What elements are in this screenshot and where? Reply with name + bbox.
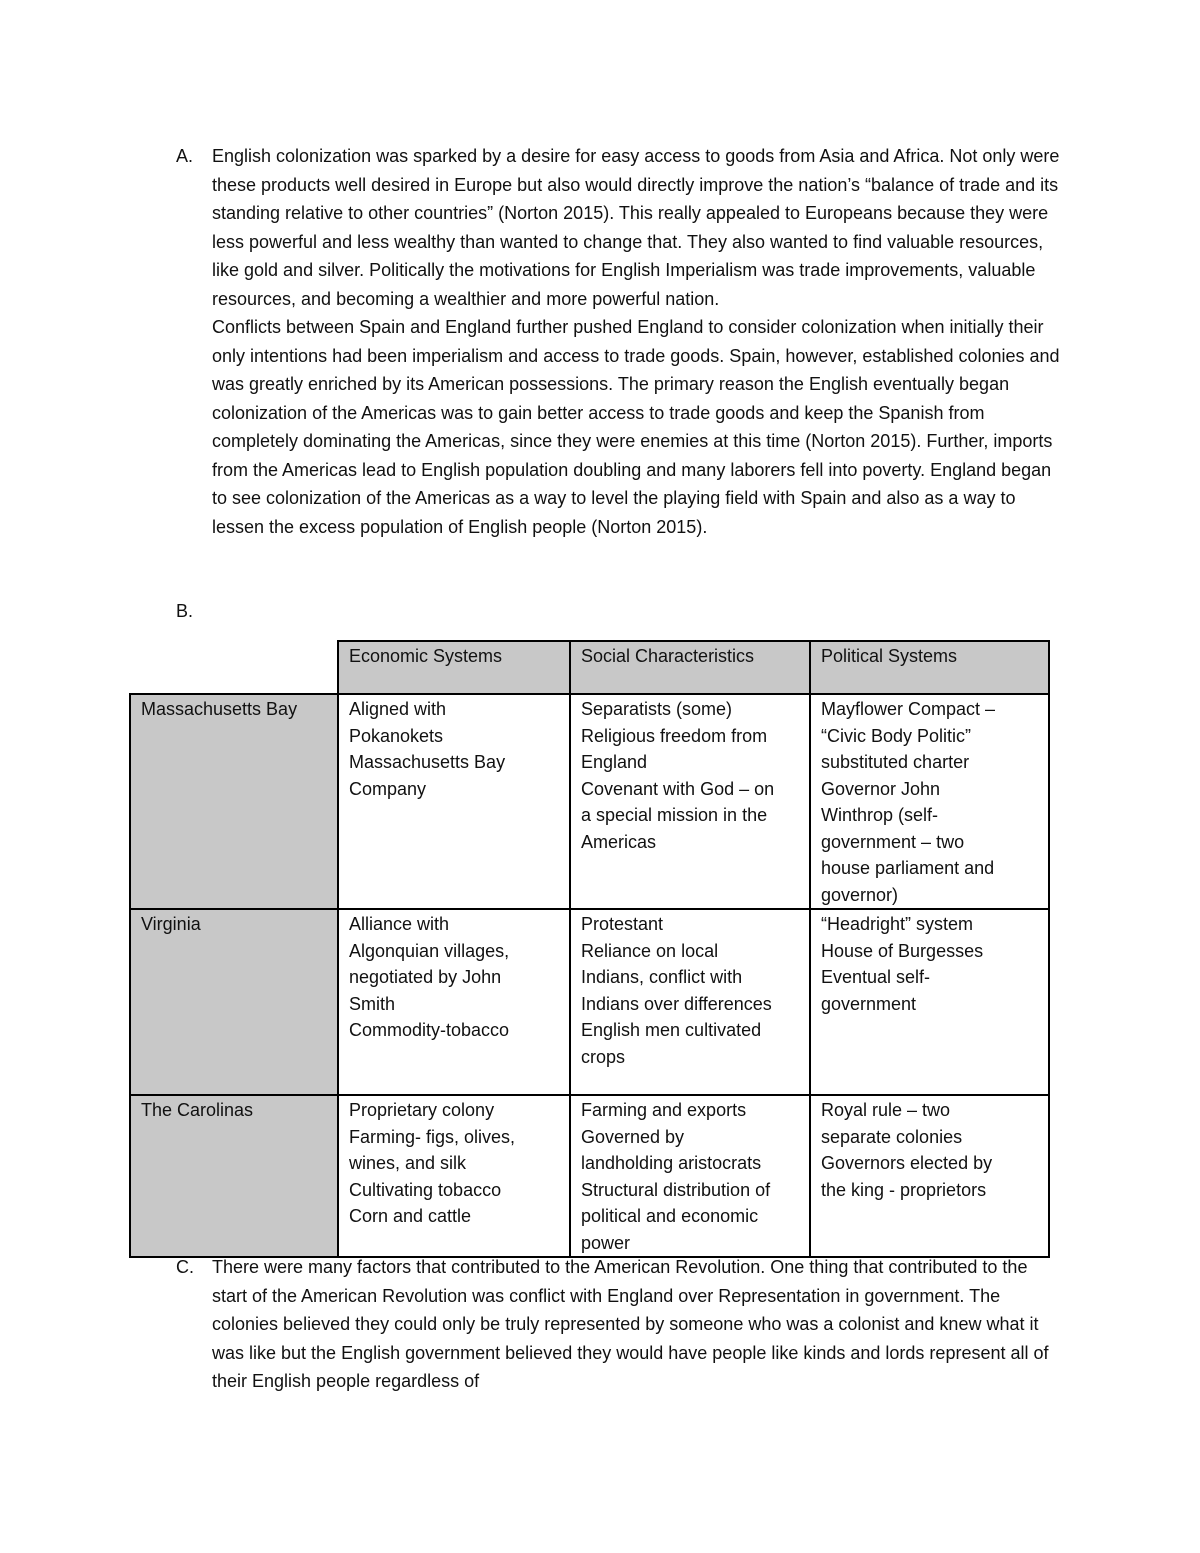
cell-line: Religious freedom from xyxy=(581,725,768,746)
cell-line: England xyxy=(581,752,648,772)
section-c-paragraph: There were many factors that contributed to the American Revolution. One thing that contributed to the start of the American Revolution was conflict with England over Representation in government. The colonies believed they could only be truly represented by someone who was a colonist and knew what it was like but the English government believed they would have people like kinds and lords represent all of their English people regardless of xyxy=(212,1257,1049,1391)
section-a-paragraph-1: English colonization was sparked by a desire for easy access to goods from Asia and Africa. Not only were these products well desired in Europe but also would directly improve the nation’s “balance of trade and its standing relative to other countries” (Norton 2015). This really appealed to Europeans because they were less powerful and less wealthy than wanted to change that. They also wanted to find valuable resources, like gold and silver. Politically the motivations for English Imperialism was trade improvements, valuable resources, and becoming a wealthier and more powerful nation. xyxy=(212,146,1060,309)
cell-economic xyxy=(338,1095,570,1257)
cell-line: Mayflower Compact – xyxy=(821,699,996,719)
cell-line: Company xyxy=(349,778,427,799)
cell-line: government – two xyxy=(821,831,965,852)
cell-line: negotiated by John xyxy=(349,967,502,987)
cell-line: Structural distribution of xyxy=(581,1179,771,1200)
cell-line: Commodity-tobacco xyxy=(349,1020,510,1040)
header-social-characteristics: Social Characteristics xyxy=(570,641,810,694)
table-row xyxy=(130,694,1049,909)
cell-line: Pokanokets xyxy=(349,725,444,746)
cell-line: wines, and silk xyxy=(349,1153,467,1173)
cell-line: Algonquian villages, xyxy=(349,940,510,961)
cell-line: substituted charter xyxy=(821,752,970,772)
section-a-marker: A. xyxy=(176,146,194,166)
cell-line: Eventual self- xyxy=(821,967,931,987)
cell-line: Governors elected by xyxy=(821,1153,993,1173)
section-b-marker: B. xyxy=(176,601,194,621)
header-political-systems: Political Systems xyxy=(810,641,1049,694)
cell-line: Smith xyxy=(349,993,396,1014)
cell-line: Reliance on local xyxy=(581,940,719,961)
colonies-table xyxy=(129,640,1050,1258)
cell-line: Cultivating tobacco xyxy=(349,1179,502,1200)
cell-line: landholding aristocrats xyxy=(581,1153,762,1173)
cell-line: Massachusetts Bay xyxy=(349,752,506,772)
cell-line: Indians over differences xyxy=(581,993,772,1014)
section-a-body xyxy=(212,142,1062,541)
table-row xyxy=(130,1095,1049,1257)
cell-line: Corn and cattle xyxy=(349,1206,472,1226)
cell-line: Alliance with xyxy=(349,914,450,934)
cell-line: Winthrop (self- xyxy=(821,805,939,825)
section-c-body xyxy=(212,1253,1062,1396)
cell-line: political and economic xyxy=(581,1206,759,1226)
cell-line: governor) xyxy=(821,884,899,905)
section-c-marker: C. xyxy=(176,1257,194,1277)
cell-line: Indians, conflict with xyxy=(581,967,743,987)
cell-social xyxy=(570,909,810,1095)
cell-line: Protestant xyxy=(581,914,664,934)
row-label-virginia: Virginia xyxy=(130,909,338,1095)
cell-line: government xyxy=(821,993,917,1014)
cell-line: Covenant with God – on xyxy=(581,778,775,799)
table-row xyxy=(130,909,1049,1095)
row-label-the-carolinas: The Carolinas xyxy=(130,1095,338,1257)
cell-line: the king - proprietors xyxy=(821,1179,987,1200)
cell-line: Separatists (some) xyxy=(581,699,733,719)
header-economic-systems: Economic Systems xyxy=(338,641,570,694)
cell-line: Proprietary colony xyxy=(349,1100,495,1120)
cell-line: power xyxy=(581,1232,631,1253)
cell-line: English men cultivated xyxy=(581,1020,762,1040)
cell-line: Farming- figs, olives, xyxy=(349,1126,516,1147)
cell-social xyxy=(570,1095,810,1257)
cell-economic xyxy=(338,694,570,909)
table-corner-cell xyxy=(130,641,338,694)
cell-political xyxy=(810,909,1049,1095)
cell-line: Governed by xyxy=(581,1126,685,1147)
cell-line: Americas xyxy=(581,831,657,852)
cell-social xyxy=(570,694,810,909)
section-b xyxy=(176,597,193,626)
section-a-paragraph-2: Conflicts between Spain and England further pushed England to consider colonization when initially their only intentions had been imperialism and access to trade goods. Spain, however, established colonies and was greatly enriched by its American possessions. The primary reason the English eventually began colonization of the Americas was to gain better access to trade goods and keep the Spanish from completely dominating the Americas, since they were enemies at this time (Norton 2015). Further, imports from the Americas lead to English population doubling and many laborers fell into poverty. England began to see colonization of the Americas as a way to level the playing field with Spain and also as a way to lessen the excess population of English people (Norton 2015). xyxy=(212,317,1060,537)
cell-political xyxy=(810,1095,1049,1257)
cell-line: “Headright” system xyxy=(821,914,974,934)
cell-line: crops xyxy=(581,1046,626,1067)
cell-line: house parliament and xyxy=(821,858,995,878)
table-header-row xyxy=(130,641,1049,694)
cell-line: a special mission in the xyxy=(581,805,768,825)
cell-line: House of Burgesses xyxy=(821,940,984,961)
cell-line: Farming and exports xyxy=(581,1100,747,1120)
cell-line: “Civic Body Politic” xyxy=(821,725,972,746)
cell-political xyxy=(810,694,1049,909)
cell-economic xyxy=(338,909,570,1095)
cell-line: separate colonies xyxy=(821,1126,963,1147)
cell-line: Royal rule – two xyxy=(821,1100,951,1120)
cell-line: Governor John xyxy=(821,778,941,799)
row-label-massachusetts-bay: Massachusetts Bay xyxy=(130,694,338,909)
cell-line: Aligned with xyxy=(349,699,447,719)
